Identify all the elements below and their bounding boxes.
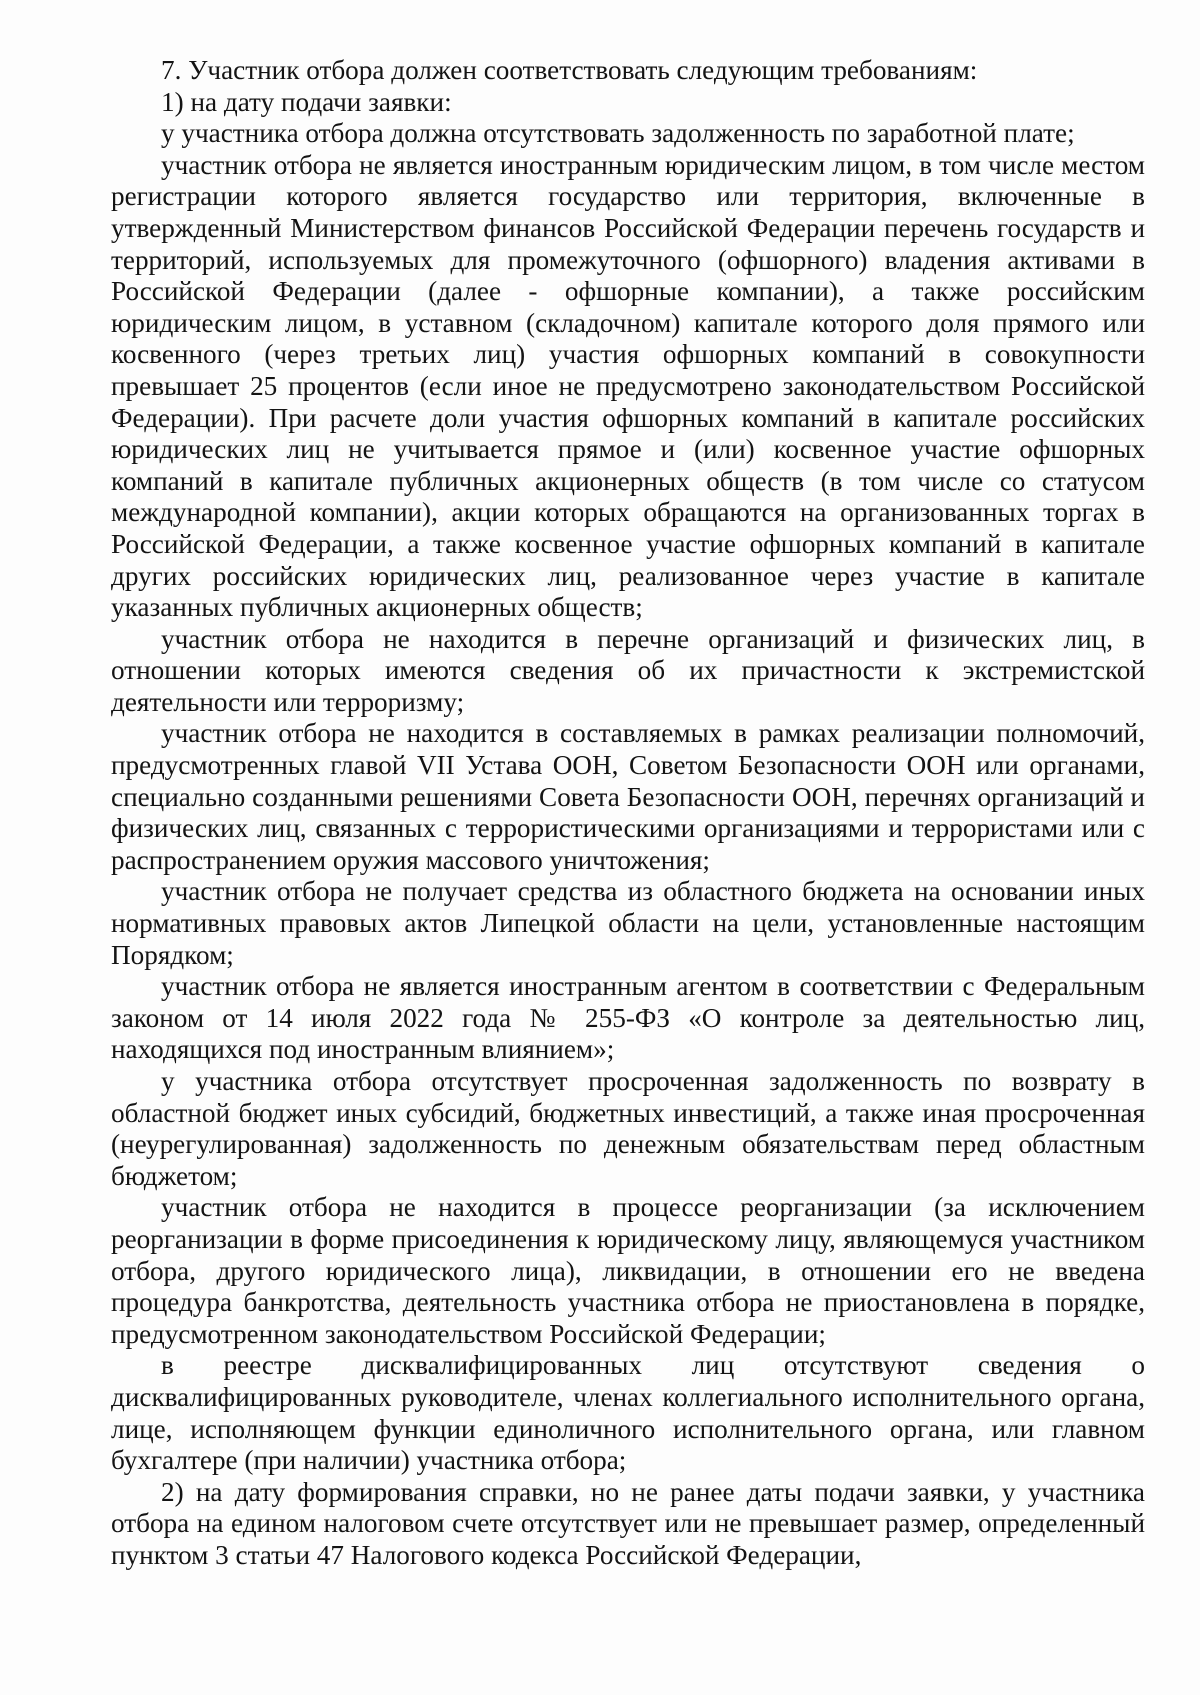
paragraph-extremism: участник отбора не находится в перечне организаций и физических лиц, в отношении которых имеются сведения об их причастности к экстремистской деятельности или терроризму; <box>111 623 1145 717</box>
paragraph-wage-debt: у участника отбора должна отсутствовать задолженность по заработной плате; <box>161 118 1075 149</box>
paragraph-offshore: участник отбора не является иностранным юридическим лицом, в том числе местом регистрации которого является государство или территория, включенные в утвержденный Министерством финансов Российской Федерации перечень государств и территорий, используемых для промежуточного (офшорного) владения активами в Российской Федерации (далее - офшорные компании), а также российским юридическим лицом, в уставном (складочном) капитале которого доля прямого или косвенного (через третьих лиц) участия офшорных компаний в совокупности превышает 25 процентов (если иное не предусмотрено законодательством Российской Федерации). При расчете доли участия офшорных компаний в капитале российских юридических лиц не учитывается прямое и (или) косвенное участие офшорных компаний в капитале публичных акционерных обществ (в том числе со статусом международной компании), акции которых обращаются на организованных торгах в Российской Федерации, а также косвенное участие офшорных компаний в капитале других российских юридических лиц, реализованное через участие в капитале указанных публичных акционерных обществ; <box>111 149 1145 623</box>
paragraph-budget-funds: участник отбора не получает средства из областного бюджета на основании иных нормативных правовых актов Липецкой области на цели, установленные настоящим Порядком; <box>111 876 1145 970</box>
paragraph-reorganization: участник отбора не находится в процессе реорганизации (за исключением реорганизации в форме присоединения к юридическому лицу, являющемуся участником отбора, другого юридического лица), ликвидации, в отношении его не введена процедура банкротства, деятельность участника отбора не приостановлена в порядке, предусмотренном законодательством Российской Федерации; <box>111 1192 1145 1349</box>
paragraph-item-1: 1) на дату подачи заявки: <box>161 86 452 117</box>
paragraph-overdue-debt: у участника отбора отсутствует просроченная задолженность по возврату в областной бюджет иных субсидий, бюджетных инвестиций, а также иная просроченная (неурегулированная) задолженность по денежным обязательствам перед областным бюджетом; <box>111 1066 1145 1191</box>
paragraph-foreign-agent: участник отбора не является иностранным агентом в соответствии с Федеральным законом от 14 июля 2022 года № 255-ФЗ «О контроле за деятельностью лиц, находящихся под иностранным влиянием»; <box>111 971 1145 1065</box>
paragraph-item-2: 2) на дату формирования справки, но не ранее даты подачи заявки, у участника отбора на едином налоговом счете отсутствует или не превышает размер, определенный пунктом 3 статьи 47 Налогового кодекса Российской Федерации, <box>111 1476 1145 1570</box>
paragraph-un-sanctions: участник отбора не находится в составляемых в рамках реализации полномочий, предусмотренных главой VII Устава ООН, Советом Безопасности ООН или органами, специально созданными решениями Совета Безопасности ООН, перечнях организаций и физических лиц, связанных с террористическими организациями и террористами или с распространением оружия массового уничтожения; <box>111 718 1145 875</box>
paragraph-requirements-heading: 7. Участник отбора должен соответствовать следующим требованиям: <box>161 55 978 85</box>
document-body <box>111 55 1145 1572</box>
paragraph-disqualified-registry: в реестре дисквалифицированных лиц отсутствуют сведения о дисквалифицированных руководителе, членах коллегиального исполнительного органа, лице, исполняющем функции единоличного исполнительного органа, или главном бухгалтере (при наличии) участника отбора; <box>111 1350 1145 1476</box>
